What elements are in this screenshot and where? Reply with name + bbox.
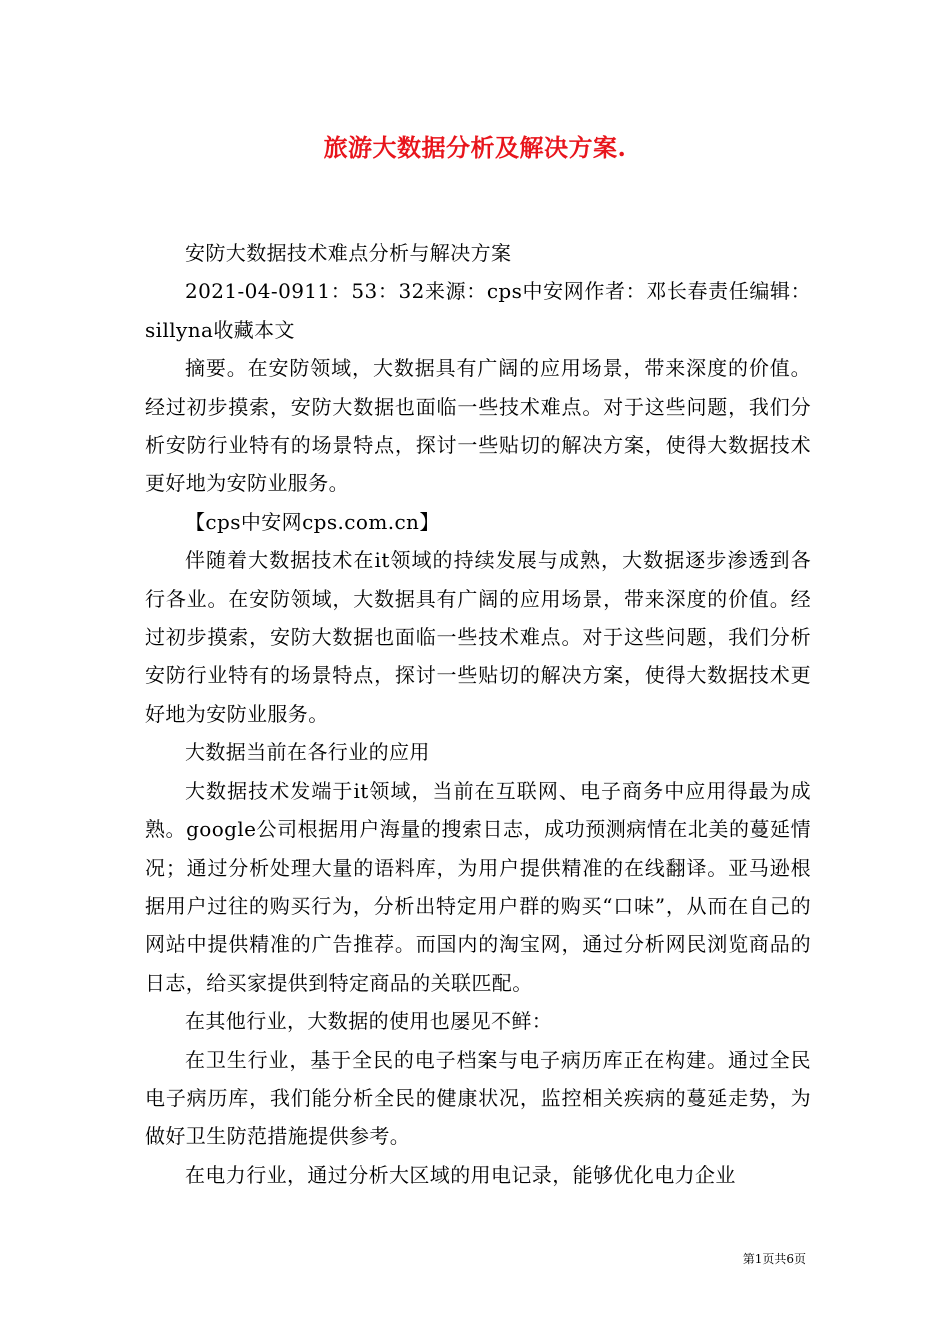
abstract-paragraph: 摘要。在安防领域，大数据具有广阔的应用场景，带来深度的价值。经过初步摸索，安防大数据也面临一些技术难点。对于这些问题，我们分析安防行业特有的场景特点，探讨一些贴切的解决方案，使得大数据技术更好地为安防业服务。 xyxy=(145,356,811,496)
meta-paragraph: 2021-04-0911：53：32来源：cps中安网作者：邓长春责任编辑：sillyna收藏本文 xyxy=(145,279,811,342)
body-paragraph: 在其他行业，大数据的使用也屡见不鲜： xyxy=(185,1009,553,1034)
body-paragraph: 在电力行业，通过分析大区域的用电记录，能够优化电力企业 xyxy=(185,1162,736,1187)
page-number: 第1页共6页 xyxy=(742,1252,806,1266)
document-body xyxy=(145,234,811,1194)
subtitle-paragraph: 安防大数据技术难点分析与解决方案 xyxy=(185,241,512,265)
section-heading: 大数据当前在各行业的应用 xyxy=(185,740,430,765)
body-paragraph: 在卫生行业，基于全民的电子档案与电子病历库正在构建。通过全民电子病历库，我们能分析全民的健康状况，监控相关疾病的蔓延走势，为做好卫生防范措施提供参考。 xyxy=(145,1047,811,1149)
document-title: 旅游大数据分析及解决方案. xyxy=(323,133,627,162)
body-paragraph: 伴随着大数据技术在it领域的持续发展与成熟，大数据逐步渗透到各行各业。在安防领域，大数据具有广阔的应用场景，带来深度的价值。经过初步摸索，安防大数据也面临一些技术难点。对于这些问题，我们分析安防行业特有的场景特点，探讨一些贴切的解决方案，使得大数据技术更好地为安防业服务。 xyxy=(145,548,811,726)
source-paragraph: 【cps中安网cps.com.cn】 xyxy=(185,509,440,534)
body-paragraph: 大数据技术发端于it领域，当前在互联网、电子商务中应用得最为成熟。google公司根据用户海量的搜索日志，成功预测病情在北美的蔓延情况；通过分析处理大量的语料库，为用户提供精准的在线翻译。亚马逊根据用户过往的购买行为，分析出特定用户群的购买“口味”，从而在自己的网站中提供精准的广告推荐。而国内的淘宝网，通过分析网民浏览商品的日志，给买家提供到特定商品的关联匹配。 xyxy=(145,778,811,995)
